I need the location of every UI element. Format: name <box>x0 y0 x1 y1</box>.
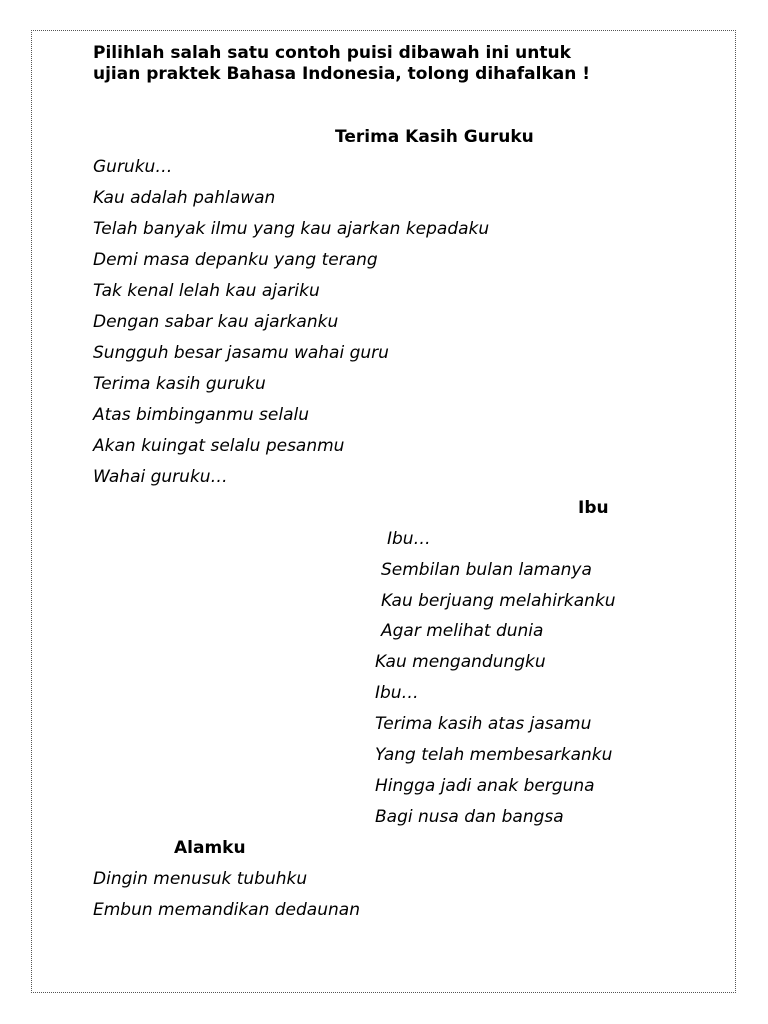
poem-line: Ibu… <box>375 683 419 703</box>
poem-line: Tak kenal lelah kau ajariku <box>93 281 320 301</box>
poem-line: Agar melihat dunia <box>381 621 544 641</box>
poem-line: Terima kasih guruku <box>93 374 266 394</box>
poem-line: Kau adalah pahlawan <box>93 188 276 208</box>
poem-title-alamku: Alamku <box>174 838 246 858</box>
poem-line: Telah banyak ilmu yang kau ajarkan kepadaku <box>93 219 490 239</box>
poem-line: Kau mengandungku <box>375 652 546 672</box>
poem-line: Dengan sabar kau ajarkanku <box>93 312 339 332</box>
poem-line: Sembilan bulan lamanya <box>381 560 592 580</box>
instruction-line-1: Pilihlah salah satu contoh puisi dibawah ini untuk <box>93 43 571 63</box>
poem-line: Demi masa depanku yang terang <box>93 250 378 270</box>
poem-line: Hingga jadi anak berguna <box>375 776 595 796</box>
poem-line: Terima kasih atas jasamu <box>375 714 592 734</box>
poem-line: Bagi nusa dan bangsa <box>375 807 564 827</box>
poem-title-ibu: Ibu <box>578 498 609 518</box>
poem-line: Ibu… <box>387 529 431 549</box>
poem-line: Atas bimbinganmu selalu <box>93 405 310 425</box>
poem-line: Kau berjuang melahirkanku <box>381 591 616 611</box>
poem-line: Yang telah membesarkanku <box>375 745 613 765</box>
poem-line: Akan kuingat selalu pesanmu <box>93 436 345 456</box>
instruction-line-2: ujian praktek Bahasa Indonesia, tolong dihafalkan ! <box>93 64 590 84</box>
poem-line: Wahai guruku… <box>93 467 228 487</box>
poem-title-terima-kasih-guruku: Terima Kasih Guruku <box>335 127 534 147</box>
poem-line: Guruku… <box>93 157 173 177</box>
instruction-text <box>93 43 693 85</box>
poem-line: Dingin menusuk tubuhku <box>93 869 308 889</box>
poem-line: Sungguh besar jasamu wahai guru <box>93 343 389 363</box>
poem-line: Embun memandikan dedaunan <box>93 900 360 920</box>
